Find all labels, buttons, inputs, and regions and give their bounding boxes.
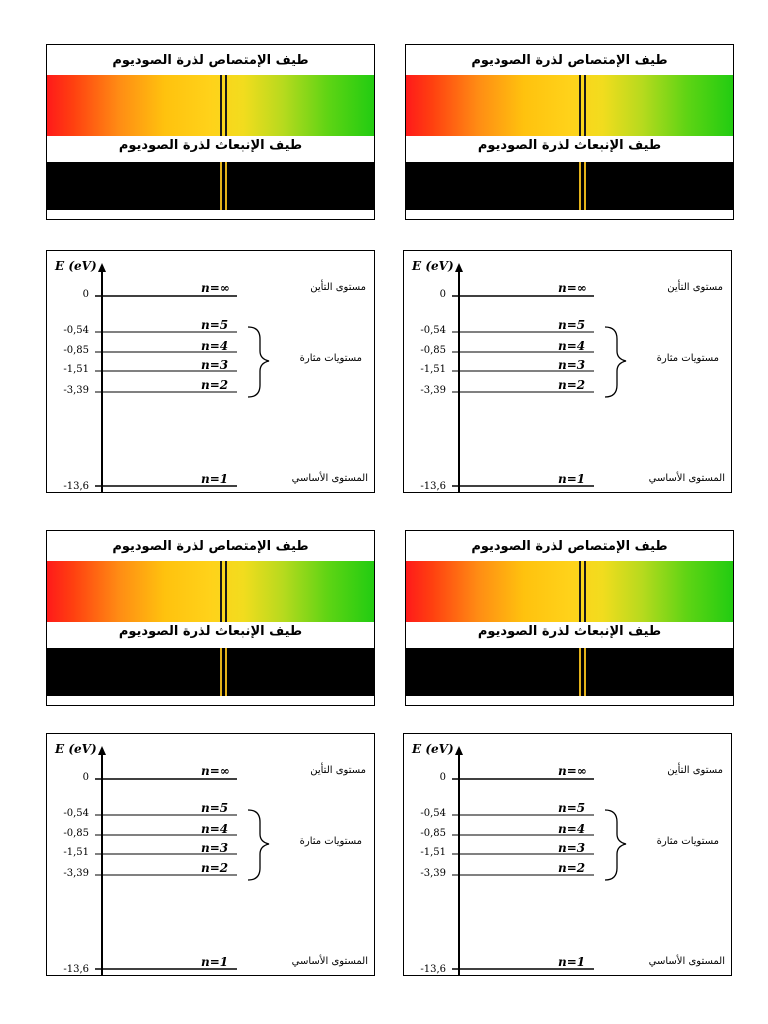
emission-spectrum-band: [47, 162, 374, 210]
emission-spectrum-band: [406, 162, 733, 210]
emission-spectrum-band: [406, 648, 733, 696]
quantum-number-label: n=3: [558, 358, 586, 372]
ionization-level-label: مستوى التأين: [667, 765, 723, 776]
energy-value-label: -0,85: [63, 828, 89, 839]
axis-arrow-icon: [455, 263, 463, 272]
quantum-number-label: n=3: [201, 358, 229, 372]
axis-arrow-icon: [98, 746, 106, 755]
excited-levels-label: مستويات مثارة: [656, 353, 719, 364]
energy-value-label: -0,54: [63, 325, 89, 336]
quantum-number-label: n=5: [201, 801, 229, 815]
absorption-line: [220, 75, 222, 136]
quantum-number-label: n=3: [558, 841, 586, 855]
energy-value-label: -0,85: [63, 345, 89, 356]
sodium-spectrum-panel-3: [46, 530, 375, 706]
absorption-line: [579, 561, 581, 622]
axis-arrow-icon: [98, 263, 106, 272]
absorption-spectrum-title: طيف الإمتصاص لذرة الصوديوم: [112, 539, 309, 554]
ground-level-label: المستوى الأساسي: [648, 956, 725, 967]
absorption-spectrum-title: طيف الإمتصاص لذرة الصوديوم: [471, 53, 668, 68]
emission-line: [584, 162, 586, 210]
energy-value-label: -1,51: [63, 847, 89, 858]
absorption-line: [584, 561, 586, 622]
energy-value-label: -0,85: [420, 828, 446, 839]
quantum-number-label: n=5: [201, 318, 229, 332]
quantum-number-label: n=∞: [201, 281, 230, 295]
energy-value-label: -3,39: [420, 868, 446, 879]
quantum-number-label: n=2: [558, 378, 586, 392]
ground-level-label: المستوى الأساسي: [291, 956, 368, 967]
emission-line: [584, 648, 586, 696]
ground-level-label: المستوى الأساسي: [291, 473, 368, 484]
emission-line: [220, 648, 222, 696]
ionization-level-label: مستوى التأين: [667, 282, 723, 293]
emission-spectrum-title: طيف الإنبعاث لذرة الصوديوم: [118, 138, 303, 153]
quantum-number-label: n=2: [558, 861, 586, 875]
emission-spectrum-band: [47, 648, 374, 696]
energy-value-label: -1,51: [63, 364, 89, 375]
absorption-line: [220, 561, 222, 622]
quantum-number-label: n=4: [201, 822, 229, 836]
quantum-number-label: n=4: [201, 339, 229, 353]
sodium-spectrum-panel-4: [405, 530, 734, 706]
excited-levels-label: مستويات مثارة: [299, 353, 362, 364]
emission-spectrum-title: طيف الإنبعاث لذرة الصوديوم: [477, 138, 662, 153]
excited-levels-label: مستويات مثارة: [656, 836, 719, 847]
emission-line: [579, 648, 581, 696]
absorption-spectrum-band: [47, 561, 374, 622]
ionization-level-label: مستوى التأين: [310, 282, 366, 293]
emission-spectrum-title: طيف الإنبعاث لذرة الصوديوم: [118, 624, 303, 639]
emission-line: [225, 648, 227, 696]
energy-value-label: -13,6: [420, 481, 446, 492]
quantum-number-label: n=3: [201, 841, 229, 855]
quantum-number-label: n=5: [558, 801, 586, 815]
excited-levels-brace: [605, 327, 626, 397]
energy-value-label: -0,54: [420, 808, 446, 819]
sodium-spectrum-panel-2: [405, 44, 734, 220]
absorption-line: [225, 75, 227, 136]
absorption-spectrum-band: [406, 75, 733, 136]
energy-value-label: -13,6: [63, 481, 89, 492]
energy-value-label: 0: [82, 289, 89, 300]
quantum-number-label: n=1: [201, 955, 229, 969]
energy-value-label: -3,39: [420, 385, 446, 396]
energy-levels-panel-4: [403, 733, 732, 976]
quantum-number-label: n=2: [201, 378, 229, 392]
energy-levels-panel-3: [46, 733, 375, 976]
excited-levels-brace: [248, 810, 269, 880]
quantum-number-label: n=1: [558, 472, 586, 486]
energy-value-label: -13,6: [420, 964, 446, 975]
excited-levels-label: مستويات مثارة: [299, 836, 362, 847]
energy-value-label: 0: [439, 772, 446, 783]
quantum-number-label: n=4: [558, 822, 586, 836]
quantum-number-label: n=∞: [201, 764, 230, 778]
quantum-number-label: n=5: [558, 318, 586, 332]
emission-spectrum-title: طيف الإنبعاث لذرة الصوديوم: [477, 624, 662, 639]
energy-value-label: -3,39: [63, 868, 89, 879]
quantum-number-label: n=2: [201, 861, 229, 875]
emission-line: [579, 162, 581, 210]
energy-axis-label: E (eV): [55, 742, 97, 756]
absorption-spectrum-title: طيف الإمتصاص لذرة الصوديوم: [112, 53, 309, 68]
quantum-number-label: n=1: [201, 472, 229, 486]
quantum-number-label: n=1: [558, 955, 586, 969]
absorption-line: [579, 75, 581, 136]
absorption-spectrum-title: طيف الإمتصاص لذرة الصوديوم: [471, 539, 668, 554]
energy-value-label: -1,51: [420, 364, 446, 375]
energy-axis-label: E (eV): [412, 742, 454, 756]
emission-line: [225, 162, 227, 210]
energy-value-label: -0,54: [63, 808, 89, 819]
quantum-number-label: n=∞: [558, 764, 587, 778]
quantum-number-label: n=∞: [558, 281, 587, 295]
energy-value-label: -0,85: [420, 345, 446, 356]
excited-levels-brace: [605, 810, 626, 880]
energy-value-label: -13,6: [63, 964, 89, 975]
energy-axis-label: E (eV): [55, 259, 97, 273]
ground-level-label: المستوى الأساسي: [648, 473, 725, 484]
energy-levels-panel-2: [403, 250, 732, 493]
ionization-level-label: مستوى التأين: [310, 765, 366, 776]
quantum-number-label: n=4: [558, 339, 586, 353]
excited-levels-brace: [248, 327, 269, 397]
absorption-line: [584, 75, 586, 136]
axis-arrow-icon: [455, 746, 463, 755]
absorption-spectrum-band: [406, 561, 733, 622]
energy-axis-label: E (eV): [412, 259, 454, 273]
energy-value-label: -3,39: [63, 385, 89, 396]
energy-value-label: 0: [82, 772, 89, 783]
energy-value-label: -1,51: [420, 847, 446, 858]
energy-value-label: -0,54: [420, 325, 446, 336]
absorption-line: [225, 561, 227, 622]
energy-levels-panel-1: [46, 250, 375, 493]
absorption-spectrum-band: [47, 75, 374, 136]
energy-value-label: 0: [439, 289, 446, 300]
sodium-spectrum-panel-1: [46, 44, 375, 220]
emission-line: [220, 162, 222, 210]
